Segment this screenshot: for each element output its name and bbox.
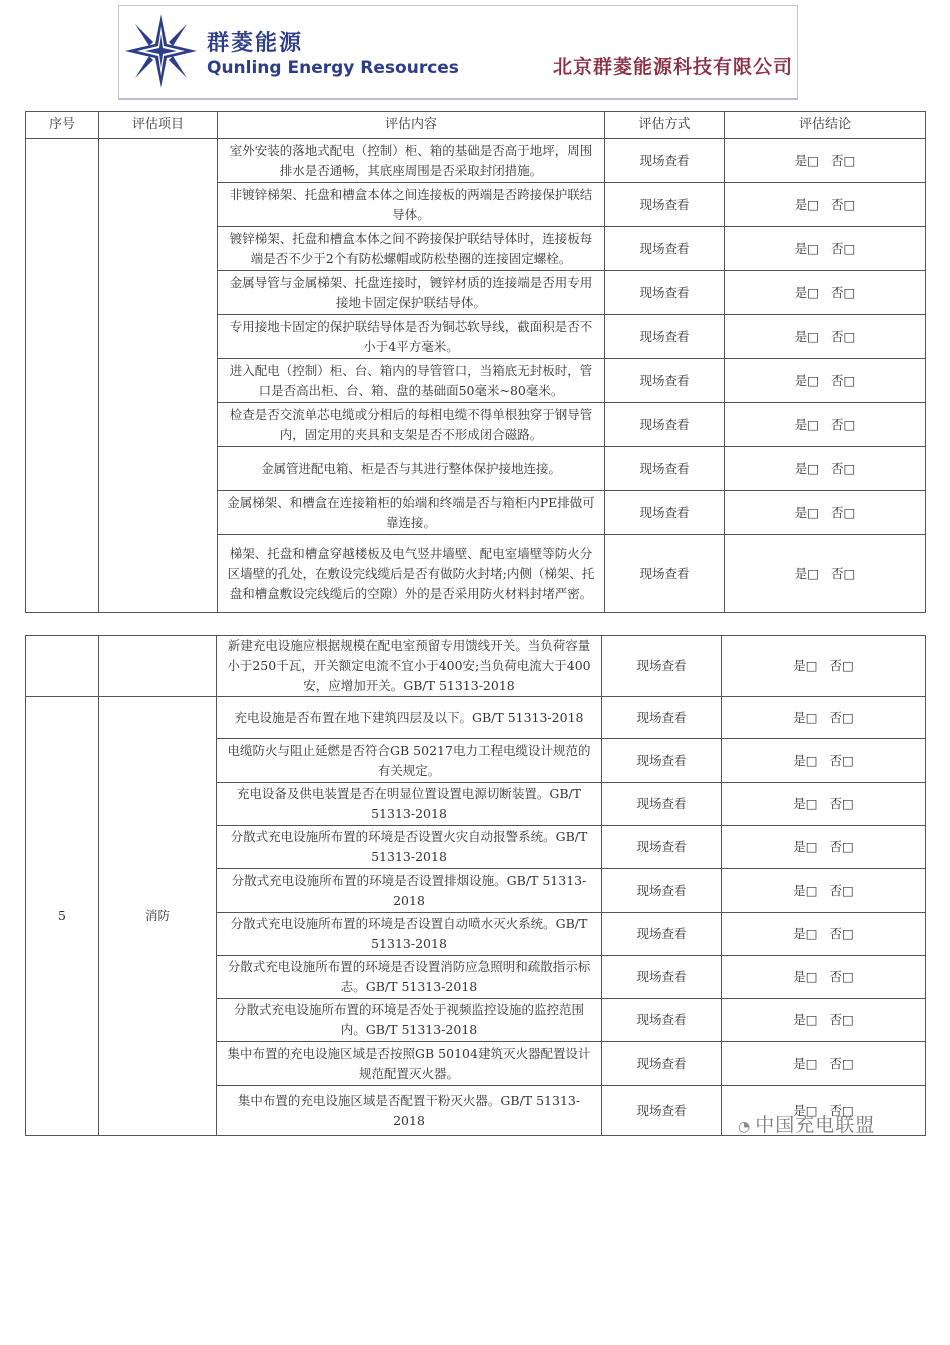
no-checkbox[interactable]: 否□	[829, 839, 854, 854]
evaluation-result	[722, 913, 926, 956]
yes-checkbox[interactable]: 是□	[794, 372, 819, 388]
no-checkbox[interactable]: 否□	[829, 1012, 854, 1027]
evaluation-table-part2	[25, 635, 926, 1136]
evaluation-content: 分散式充电设施所布置的环境是否设置排烟设施。GB/T 51313-2018	[217, 869, 602, 913]
company-name: 北京群菱能源科技有限公司	[552, 56, 793, 78]
header-content: 评估内容	[218, 112, 605, 139]
no-checkbox[interactable]: 否□	[831, 372, 856, 388]
wechat-icon: ◔	[738, 1119, 752, 1135]
yes-checkbox[interactable]: 是□	[794, 152, 819, 168]
evaluation-result	[725, 403, 926, 447]
yes-checkbox[interactable]: 是□	[793, 882, 818, 898]
yes-checkbox[interactable]: 是□	[794, 284, 819, 300]
evaluation-method: 现场查看	[602, 869, 722, 913]
evaluation-content: 分散式充电设施所布置的环境是否处于视频监控设施的监控范围内。GB/T 51313-2018	[217, 999, 602, 1042]
evaluation-result	[725, 139, 926, 183]
evaluation-method: 现场查看	[602, 913, 722, 956]
no-checkbox[interactable]: 否□	[831, 460, 856, 476]
no-checkbox[interactable]: 否□	[831, 196, 856, 212]
section-number: 5	[26, 697, 99, 1136]
yes-checkbox[interactable]: 是□	[793, 969, 818, 984]
yes-checkbox[interactable]: 是□	[793, 839, 818, 854]
evaluation-content: 集中布置的充电设施区域是否按照GB 50104建筑灭火器配置设计规范配置灭火器。	[217, 1042, 602, 1086]
evaluation-content: 金属管进配电箱、柜是否与其进行整体保护接地连接。	[218, 447, 605, 491]
evaluation-result	[725, 491, 926, 535]
company-logo	[123, 12, 199, 90]
evaluation-content: 金属导管与金属梯架、托盘连接时，镀锌材质的连接端是否用专用接地卡固定保护联结导体。	[218, 271, 605, 315]
evaluation-content: 检查是否交流单芯电缆或分相后的每相电缆不得单根独穿于钢导管内，固定用的夹具和支架是否不形成闭合磁路。	[218, 403, 605, 447]
evaluation-result	[725, 535, 926, 613]
yes-checkbox[interactable]: 是□	[793, 1102, 818, 1118]
evaluation-method: 现场查看	[602, 999, 722, 1042]
evaluation-method: 现场查看	[605, 447, 725, 491]
header-item: 评估项目	[99, 112, 218, 139]
no-checkbox[interactable]: 否□	[829, 1055, 854, 1071]
section-item: 消防	[99, 697, 217, 1136]
seq-cell	[26, 139, 99, 613]
letterhead	[118, 5, 798, 100]
yes-checkbox[interactable]: 是□	[794, 460, 819, 476]
brand-name-en: Qunling Energy Resources	[207, 58, 459, 78]
evaluation-result	[722, 956, 926, 999]
evaluation-method: 现场查看	[605, 183, 725, 227]
yes-checkbox[interactable]: 是□	[794, 416, 819, 432]
evaluation-content: 镀锌梯架、托盘和槽盒本体之间不跨接保护联结导体时，连接板每端是否不少于2个有防松螺帽或防松垫圈的连接固定螺栓。	[218, 227, 605, 271]
no-checkbox[interactable]: 否□	[829, 796, 854, 811]
no-checkbox[interactable]: 否□	[829, 926, 854, 941]
evaluation-method: 现场查看	[605, 227, 725, 271]
no-checkbox[interactable]: 否□	[829, 752, 854, 768]
evaluation-method: 现场查看	[602, 826, 722, 869]
evaluation-content: 充电设备及供电装置是否在明显位置设置电源切断装置。GB/T 51313-2018	[217, 783, 602, 826]
evaluation-method: 现场查看	[602, 956, 722, 999]
evaluation-content: 新建充电设施应根据规模在配电室预留专用馈线开关。当负荷容量小于250千瓦，开关额定电流不宜小于400安;当负荷电流大于400安，应增加开关。GB/T 51313-2018	[217, 636, 602, 697]
yes-checkbox[interactable]: 是□	[794, 565, 819, 581]
item-cell	[99, 636, 217, 697]
no-checkbox[interactable]: 否□	[831, 504, 856, 520]
evaluation-result	[722, 826, 926, 869]
table-row	[26, 139, 926, 183]
evaluation-method: 现场查看	[605, 403, 725, 447]
evaluation-content: 非镀锌梯架、托盘和槽盒本体之间连接板的两端是否跨接保护联结导体。	[218, 183, 605, 227]
yes-checkbox[interactable]: 是□	[793, 796, 818, 811]
evaluation-result	[725, 315, 926, 359]
evaluation-method: 现场查看	[605, 271, 725, 315]
yes-checkbox[interactable]: 是□	[794, 240, 819, 256]
watermark-text: 中国充电联盟	[755, 1114, 876, 1136]
no-checkbox[interactable]: 否□	[829, 882, 854, 898]
item-cell	[99, 139, 218, 613]
evaluation-method: 现场查看	[602, 1086, 722, 1136]
header-result: 评估结论	[725, 112, 926, 139]
evaluation-method: 现场查看	[602, 1042, 722, 1086]
no-checkbox[interactable]: 否□	[831, 565, 856, 581]
evaluation-result	[722, 636, 926, 697]
yes-checkbox[interactable]: 是□	[793, 658, 818, 673]
evaluation-result	[722, 739, 926, 783]
yes-checkbox[interactable]: 是□	[794, 504, 819, 520]
evaluation-result	[722, 1042, 926, 1086]
no-checkbox[interactable]: 否□	[829, 969, 854, 984]
evaluation-result	[722, 869, 926, 913]
evaluation-content: 充电设施是否布置在地下建筑四层及以下。GB/T 51313-2018	[217, 697, 602, 739]
evaluation-content: 分散式充电设施所布置的环境是否设置火灾自动报警系统。GB/T 51313-2018	[217, 826, 602, 869]
yes-checkbox[interactable]: 是□	[793, 926, 818, 941]
no-checkbox[interactable]: 否□	[829, 658, 854, 673]
evaluation-method: 现场查看	[602, 783, 722, 826]
no-checkbox[interactable]: 否□	[831, 240, 856, 256]
watermark	[738, 1110, 875, 1137]
yes-checkbox[interactable]: 是□	[794, 328, 819, 344]
evaluation-method: 现场查看	[605, 491, 725, 535]
evaluation-method: 现场查看	[605, 535, 725, 613]
evaluation-content: 分散式充电设施所布置的环境是否设置自动喷水灭火系统。GB/T 51313-2018	[217, 913, 602, 956]
evaluation-content: 进入配电（控制）柜、台、箱内的导管管口，当箱底无封板时，管口是否高出柜、台、箱、盘的基础面50毫米~80毫米。	[218, 359, 605, 403]
brand-name-cn: 群菱能源	[207, 31, 304, 56]
evaluation-result	[722, 697, 926, 739]
evaluation-result	[722, 999, 926, 1042]
yes-checkbox[interactable]: 是□	[793, 752, 818, 768]
yes-checkbox[interactable]: 是□	[794, 196, 819, 212]
evaluation-content: 专用接地卡固定的保护联结导体是否为铜芯软导线，截面积是否不小于4平方毫米。	[218, 315, 605, 359]
evaluation-content: 集中布置的充电设施区域是否配置干粉灭火器。GB/T 51313-2018	[217, 1086, 602, 1136]
evaluation-table-part1	[25, 111, 926, 613]
header-seq: 序号	[26, 112, 99, 139]
evaluation-result	[725, 447, 926, 491]
yes-checkbox[interactable]: 是□	[793, 1012, 818, 1027]
no-checkbox[interactable]: 否□	[831, 152, 856, 168]
evaluation-method: 现场查看	[602, 697, 722, 739]
evaluation-result	[725, 271, 926, 315]
evaluation-method: 现场查看	[605, 139, 725, 183]
no-checkbox[interactable]: 否□	[829, 709, 854, 725]
yes-checkbox[interactable]: 是□	[793, 709, 818, 725]
table-row	[26, 697, 926, 739]
evaluation-result	[725, 359, 926, 403]
no-checkbox[interactable]: 否□	[831, 328, 856, 344]
no-checkbox[interactable]: 否□	[829, 1102, 854, 1118]
table-row	[26, 636, 926, 697]
evaluation-method: 现场查看	[605, 359, 725, 403]
evaluation-content: 室外安装的落地式配电（控制）柜、箱的基础是否高于地坪，周围排水是否通畅，其底座周围是否采取封闭措施。	[218, 139, 605, 183]
evaluation-content: 分散式充电设施所布置的环境是否设置消防应急照明和疏散指示标志。GB/T 51313-2018	[217, 956, 602, 999]
seq-cell	[26, 636, 99, 697]
evaluation-result	[725, 183, 926, 227]
no-checkbox[interactable]: 否□	[831, 284, 856, 300]
evaluation-method: 现场查看	[602, 636, 722, 697]
evaluation-content: 梯架、托盘和槽盒穿越楼板及电气竖井墙壁、配电室墙壁等防火分区墙壁的孔处，在敷设完线缆后是否有做防火封堵;内侧（梯架、托盘和槽盒敷设完线缆后的空隙）外的是否采用防火材料封堵严密。	[218, 535, 605, 613]
header-method: 评估方式	[605, 112, 725, 139]
evaluation-method: 现场查看	[605, 315, 725, 359]
no-checkbox[interactable]: 否□	[831, 416, 856, 432]
table-header-row	[26, 112, 926, 139]
evaluation-content: 电缆防火与阻止延燃是否符合GB 50217电力工程电缆设计规范的有关规定。	[217, 739, 602, 783]
evaluation-method: 现场查看	[602, 739, 722, 783]
evaluation-content: 金属梯架、和槽盒在连接箱柜的始端和终端是否与箱柜内PE排做可靠连接。	[218, 491, 605, 535]
evaluation-result	[722, 783, 926, 826]
yes-checkbox[interactable]: 是□	[793, 1055, 818, 1071]
evaluation-result	[725, 227, 926, 271]
